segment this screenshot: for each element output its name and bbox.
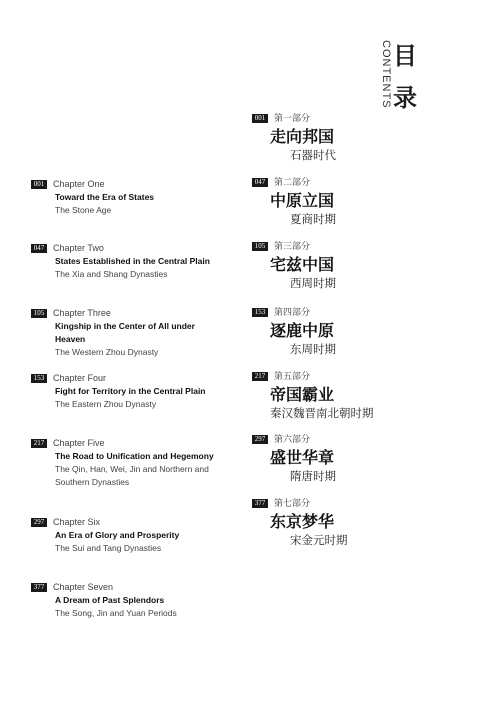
- page-number: 377: [31, 583, 47, 592]
- chapter-label: Chapter Four: [53, 373, 107, 383]
- part-label: 第三部分: [274, 242, 311, 252]
- part-label: 第五部分: [274, 372, 311, 382]
- part-subtitle: 宋金元时期: [290, 533, 348, 547]
- part-subtitle: 隋唐时期: [290, 469, 336, 483]
- part-label: 第一部分: [274, 114, 311, 124]
- chapter-subtitle: The Xia and Shang Dynasties: [55, 269, 168, 279]
- page-title-char-1: 目: [393, 41, 417, 70]
- chapter-subtitle: The Sui and Tang Dynasties: [55, 543, 162, 553]
- chapter-label: Chapter Three: [53, 308, 111, 318]
- chapter-title: Kingship in the Center of All under Heaven: [55, 321, 195, 344]
- part-title: 盛世华章: [270, 448, 335, 467]
- page-number: 217: [31, 439, 47, 448]
- chapter-subtitle: The Western Zhou Dynasty: [55, 347, 159, 357]
- chapter-title: A Dream of Past Splendors: [55, 595, 165, 605]
- chapter-title: The Road to Unification and Hegemony: [55, 451, 214, 461]
- en-chapter-2[interactable]: [31, 242, 221, 281]
- part-subtitle: 东周时期: [290, 342, 336, 356]
- page-number: 297: [252, 435, 268, 444]
- chapter-label: Chapter Two: [53, 243, 104, 253]
- part-subtitle: 石器时代: [290, 148, 336, 162]
- page-number: 047: [252, 178, 268, 187]
- part-title: 走向邦国: [270, 127, 335, 146]
- chapter-label: Chapter One: [53, 179, 105, 189]
- zh-part-4[interactable]: [252, 307, 462, 357]
- en-chapter-3[interactable]: [31, 307, 221, 359]
- chapter-title: Toward the Era of States: [55, 192, 155, 202]
- page-number: 153: [252, 308, 268, 317]
- part-label: 第二部分: [274, 178, 311, 188]
- page-number: 377: [252, 499, 268, 508]
- part-title: 帝国霸业: [270, 385, 335, 404]
- chapter-label: Chapter Six: [53, 517, 101, 527]
- chapter-subtitle: The Eastern Zhou Dynasty: [55, 399, 157, 409]
- part-title: 东京梦华: [270, 512, 335, 531]
- chapter-title: An Era of Glory and Prosperity: [55, 530, 180, 540]
- page-title-english: CONTENTS: [380, 40, 392, 109]
- part-title: 逐鹿中原: [270, 321, 335, 340]
- chapter-subtitle: The Song, Jin and Yuan Periods: [55, 608, 177, 618]
- part-label: 第七部分: [274, 499, 311, 509]
- part-title: 中原立国: [270, 191, 335, 210]
- chapter-subtitle: The Qin, Han, Wei, Jin and Northern and: [55, 464, 209, 474]
- chapter-title: States Established in the Central Plain: [55, 256, 210, 266]
- page-title-char-2: 录: [393, 83, 417, 112]
- page-number: 001: [252, 114, 268, 123]
- page-number: 153: [31, 374, 47, 383]
- part-subtitle: 夏商时期: [290, 212, 336, 226]
- zh-part-5[interactable]: [252, 371, 462, 421]
- page-number: 297: [31, 518, 47, 527]
- zh-part-2[interactable]: [252, 177, 462, 227]
- en-chapter-7[interactable]: [31, 581, 221, 620]
- part-title: 宅兹中国: [270, 255, 335, 274]
- en-chapter-4[interactable]: [31, 372, 221, 411]
- zh-part-6[interactable]: [252, 434, 462, 484]
- part-subtitle: 西周时期: [290, 276, 336, 290]
- en-chapter-1[interactable]: [31, 178, 221, 217]
- page-number: 105: [31, 309, 47, 318]
- chapter-label: Chapter Five: [53, 438, 105, 448]
- chapter-subtitle-line-2: Southern Dynasties: [55, 477, 130, 487]
- chapter-label: Chapter Seven: [53, 582, 114, 592]
- page-number: 047: [31, 244, 47, 253]
- en-chapter-6[interactable]: [31, 516, 221, 555]
- part-subtitle: 秦汉魏晋南北朝时期: [270, 406, 374, 420]
- page-number: 105: [252, 242, 268, 251]
- chapter-title: Fight for Territory in the Central Plain: [55, 386, 206, 396]
- en-chapter-5[interactable]: [31, 437, 221, 489]
- zh-part-3[interactable]: [252, 241, 462, 291]
- page-number: 001: [31, 180, 47, 189]
- zh-part-7[interactable]: [252, 498, 462, 548]
- zh-part-1[interactable]: [252, 113, 462, 163]
- page-number: 217: [252, 372, 268, 381]
- part-label: 第四部分: [274, 308, 311, 318]
- part-label: 第六部分: [274, 435, 311, 445]
- chapter-subtitle: The Stone Age: [55, 205, 112, 215]
